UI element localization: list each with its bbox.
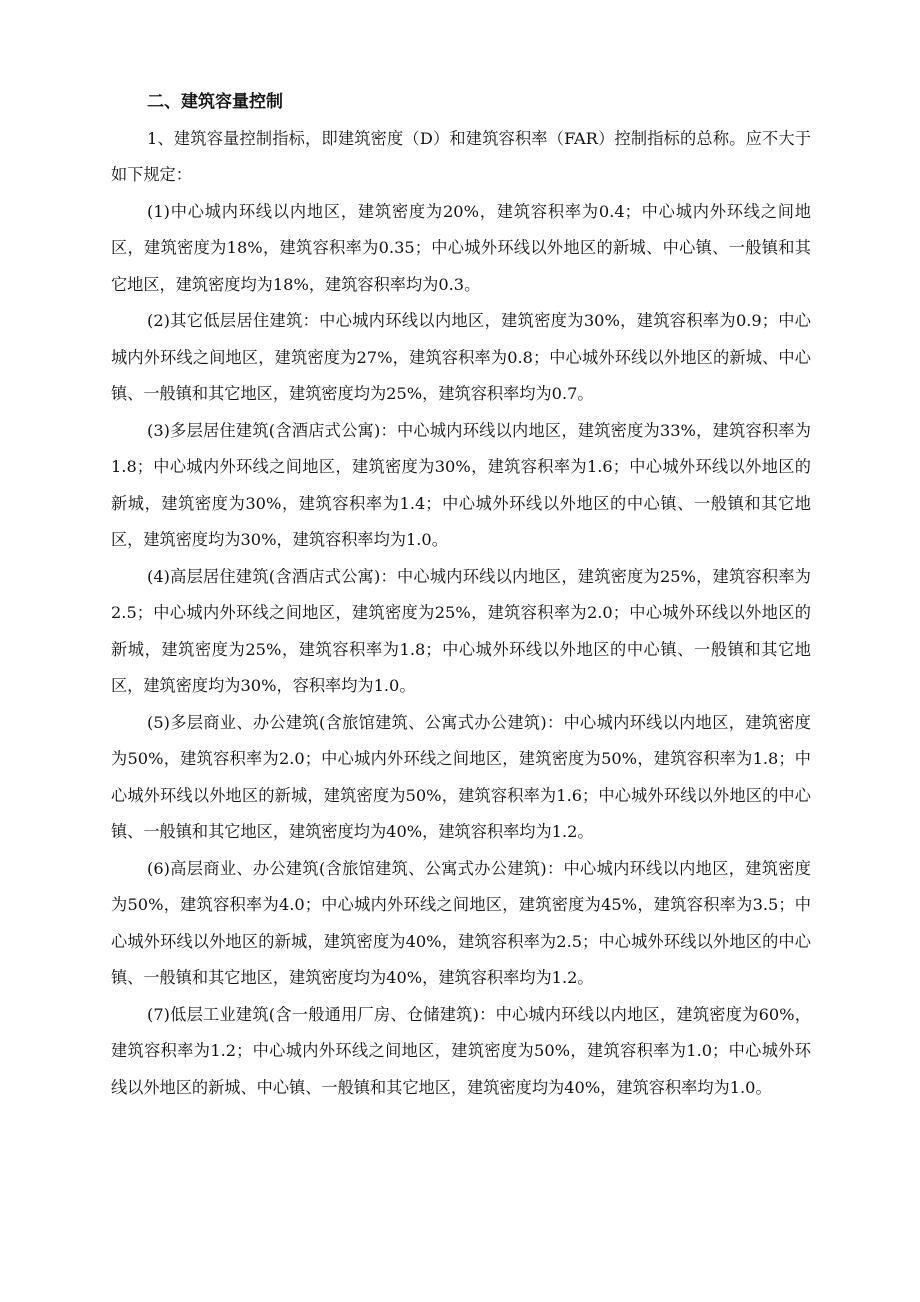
paragraph-item-1: (1)中心城内环线以内地区，建筑密度为20%，建筑容积率为0.4；中心城内外环线之间地区，建筑密度为18%，建筑容积率为0.35；中心城外环线以外地区的新城、中心镇、一般镇和其它地区，建筑密度均为18%，建筑容积率均为0.3。 xyxy=(111,201,811,294)
paragraph-item-6: (6)高层商业、办公建筑(含旅馆建筑、公寓式办公建筑)：中心城内环线以内地区，建筑密度为50%，建筑容积率为4.0；中心城内外环线之间地区，建筑密度为45%，建筑容积率为3.5；中心城外环线以外地区的新城，建筑密度为40%，建筑容积率为2.5；中心城外环线以外地区的中心镇、一般镇和其它地区，建筑密度均为40%，建筑容积率均为1.2。 xyxy=(111,858,811,987)
paragraph-item-2: (2)其它低层居住建筑：中心城内环线以内地区，建筑密度为30%，建筑容积率为0.9；中心城内外环线之间地区，建筑密度为27%，建筑容积率为0.8；中心城外环线以外地区的新城、中心镇、一般镇和其它地区，建筑密度均为25%，建筑容积率均为0.7。 xyxy=(111,311,811,403)
document-page xyxy=(111,84,811,1106)
paragraph-definition: 1、建筑容量控制指标，即建筑密度（D）和建筑容积率（FAR）控制指标的总称。应不大于如下规定： xyxy=(111,128,811,184)
paragraph-item-3: (3)多层居住建筑(含酒店式公寓)：中心城内环线以内地区，建筑密度为33%，建筑容积率为1.8；中心城内外环线之间地区，建筑密度为30%，建筑容积率为1.6；中心城外环线以外地区的新城，建筑密度为30%，建筑容积率为1.4；中心城外环线以外地区的中心镇、一般镇和其它地区，建筑密度均为30%，建筑容积率均为1.0。 xyxy=(111,420,811,549)
paragraph-item-7: (7)低层工业建筑(含一般通用厂房、仓储建筑)：中心城内环线以内地区，建筑密度为60%，建筑容积率为1.2；中心城内外环线之间地区，建筑密度为50%，建筑容积率为1.0；中心城外环线以外地区的新城、中心镇、一般镇和其它地区，建筑密度均为40%，建筑容积率均为1.0。 xyxy=(111,1004,811,1097)
paragraph-item-4: (4)高层居住建筑(含酒店式公寓)：中心城内环线以内地区，建筑密度为25%，建筑容积率为2.5；中心城内外环线之间地区，建筑密度为25%，建筑容积率为2.0；中心城外环线以外地区的新城，建筑密度为25%，建筑容积率为1.8；中心城外环线以外地区的中心镇、一般镇和其它地区，建筑密度均为30%，容积率均为1.0。 xyxy=(111,566,811,695)
section-heading: 二、建筑容量控制 xyxy=(147,92,283,112)
paragraph-item-5: (5)多层商业、办公建筑(含旅馆建筑、公寓式办公建筑)：中心城内环线以内地区，建筑密度为50%，建筑容积率为2.0；中心城内外环线之间地区，建筑密度为50%，建筑容积率为1.8；中心城外环线以外地区的新城，建筑密度为50%，建筑容积率为1.6；中心城外环线以外地区的中心镇、一般镇和其它地区，建筑密度均为40%，建筑容积率均为1.2。 xyxy=(111,712,811,841)
